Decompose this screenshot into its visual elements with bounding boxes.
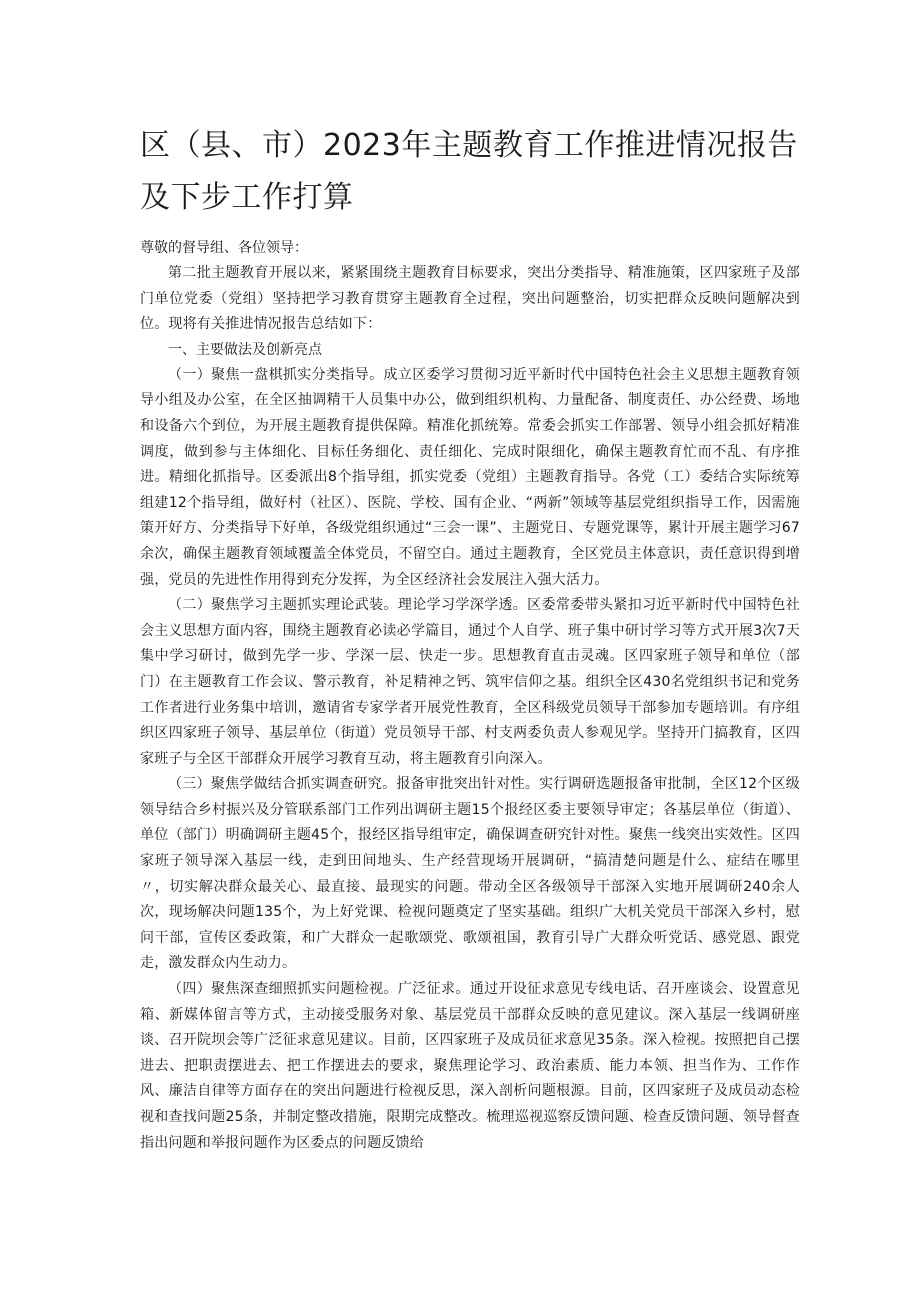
document-title: 区（县、市）2023年主题教育工作推进情况报告及下步工作打算 — [140, 128, 798, 215]
paragraph-2: （二）聚焦学习主题抓实理论武装。理论学习学深学透。区委常委带头紧扣习近平新时代中国特色社会主义思想方面内容，围绕主题教育必读必学篇目，通过个人自学、班子集中研讨学习等方式开展3次7天集中学习研讨，做到先学一步、学深一层、快走一步。思想教育直击灵魂。区四家班子领导和单位（部门）在主题教育工作会议、警示教育，补足精神之钙、筑牢信仰之基。组织全区430名党组织书记和党务工作者进行业务集中培训，邀请省专家学者开展党性教育，全区科级党员领导干部参加专题培训。有序组织区四家班子领导、基层单位（街道）党员领导干部、村支两委负责人参观见学。坚持开门搞教育，区四家班子与全区干部群众开展学习教育互动，将主题教育引向深入。 — [140, 597, 800, 767]
section-heading: 一、主要做法及创新亮点 — [168, 341, 322, 358]
paragraph-3: （三）聚焦学做结合抓实调查研究。报备审批突出针对性。实行调研选题报备审批制，全区12个区级领导结合乡村振兴及分管联系部门工作列出调研主题15个报经区委主要领导审定；各基层单位（街道）、单位（部门）明确调研主题45个，报经区指导组审定，确保调查研究针对性。聚焦一线突出实效性。区四家班子领导深入基层一线，走到田间地头、生产经营现场开展调研，“搞清楚问题是什么、症结在哪里〃，切实解决群众最关心、最直接、最现实的问题。带动全区各级领导干部深入实地开展调研240余人次，现场解决问题135个，为上好党课、检视问题奠定了坚实基础。组织广大机关党员干部深入乡村，慰问干部，宣传区委政策，和广大群众一起歌颂党、歌颂祖国，教育引导广大群众听党话、感党恩、跟党走，激发群众内生动力。 — [140, 776, 800, 972]
salutation: 尊敬的督导组、各位领导： — [140, 240, 308, 256]
paragraph-4: （四）聚焦深查细照抓实问题检视。广泛征求。通过开设征求意见专线电话、召开座谈会、设置意见箱、新媒体留言等方式，主动接受服务对象、基层党员干部群众反映的意见建议。深入基层一线调研座谈、召开院坝会等广泛征求意见建议。目前，区四家班子及成员征求意见35条。深入检视。按照把自己摆进去、把职责摆进去、把工作摆进去的要求，聚焦理论学习、政治素质、能力本领、担当作为、工作作风、廉洁自律等方面存在的突出问题进行检视反思，深入剖析问题根源。目前，区四家班子及成员动态检视和查找问题25条，并制定整改措施，限期完成整改。梳理巡视巡察反馈问题、检查反馈问题、领导督查指出问题和举报问题作为区委点的问题反馈给 — [140, 981, 800, 1151]
document-page — [140, 120, 800, 1156]
intro-paragraph: 第二批主题教育开展以来，紧紧围绕主题教育目标要求，突出分类指导、精准施策，区四家班子及部门单位党委（党组）坚持把学习教育贯穿主题教育全过程，突出问题整治，切实把群众反映问题解决到位。现将有关推进情况报告总结如下： — [140, 265, 800, 333]
paragraph-1: （一）聚焦一盘棋抓实分类指导。成立区委学习贯彻习近平新时代中国特色社会主义思想主题教育领导小组及办公室，在全区抽调精干人员集中办公，做到组织机构、力量配备、制度责任、办公经费、场地和设备六个到位，为开展主题教育提供保障。精准化抓统筹。常委会抓实工作部署、领导小组会抓好精准调度，做到参与主体细化、目标任务细化、责任细化、完成时限细化，确保主题教育忙而不乱、有序推进。精细化抓指导。区委派出8个指导组，抓实党委（党组）主题教育指导。各党（工）委结合实际统筹组建12个指导组，做好村（社区）、医院、学校、国有企业、“两新”领域等基层党组织指导工作，因需施策开好方、分类指导下好单，各级党组织通过“三会一课”、主题党日、专题党课等，累计开展主题学习67余次，确保主题教育领域覆盖全体党员，不留空白。通过主题教育，全区党员主体意识，责任意识得到增强，党员的先进性作用得到充分发挥，为全区经济社会发展注入强大活力。 — [140, 366, 800, 588]
